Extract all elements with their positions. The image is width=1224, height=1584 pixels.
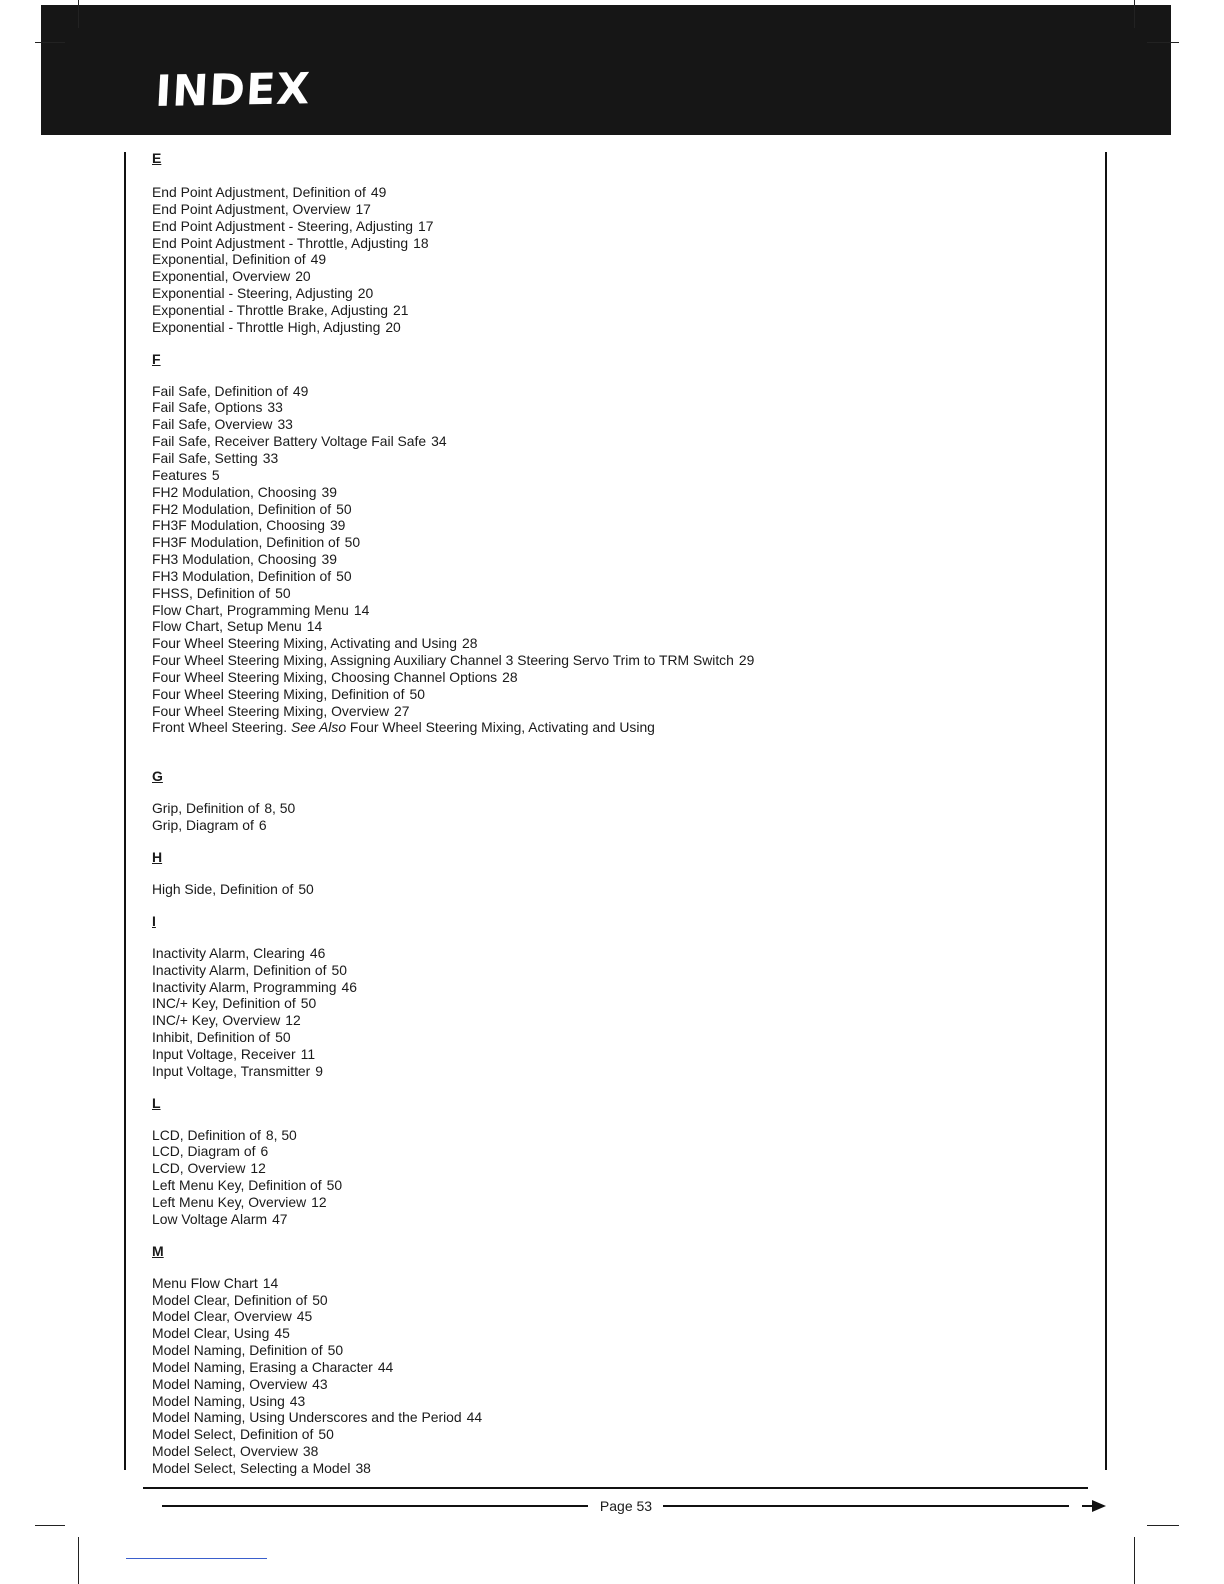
index-entry bbox=[152, 800, 1092, 817]
entry-page-ref[interactable]: 50 bbox=[318, 1426, 334, 1443]
entry-term: INC/+ Key, Overview bbox=[152, 1012, 281, 1029]
index-section-l bbox=[152, 1095, 1092, 1228]
entry-page-ref[interactable]: 46 bbox=[309, 944, 326, 961]
index-entry bbox=[152, 285, 1092, 302]
entry-page-ref[interactable]: 50 bbox=[312, 1291, 328, 1308]
index-entry bbox=[152, 251, 1092, 268]
entry-page-ref[interactable]: 39 bbox=[321, 483, 337, 500]
entry-term: Model Select, Selecting a Model bbox=[152, 1459, 351, 1476]
index-entry bbox=[152, 484, 1092, 501]
entry-page-ref[interactable]: 45 bbox=[296, 1308, 313, 1325]
index-content bbox=[152, 150, 1092, 1477]
index-entry bbox=[152, 184, 1092, 201]
section-letter: F bbox=[152, 350, 161, 367]
section-letter: G bbox=[152, 768, 163, 785]
section-letter: H bbox=[152, 849, 163, 865]
crop-mark bbox=[35, 1525, 65, 1526]
index-entry bbox=[152, 1426, 1092, 1443]
entry-term: Fail Safe, Setting bbox=[152, 449, 258, 466]
entry-page-ref[interactable]: 50 bbox=[300, 995, 317, 1012]
entry-term: Fail Safe, Receiver Battery Voltage Fail Safe bbox=[152, 433, 427, 450]
index-entry bbox=[152, 1393, 1092, 1410]
index-entry-list bbox=[152, 1127, 1092, 1228]
entry-page-ref[interactable]: 20 bbox=[295, 268, 311, 285]
entry-term: Model Naming, Definition of bbox=[152, 1342, 323, 1359]
entry-term: INC/+ Key, Definition of bbox=[152, 995, 296, 1012]
entry-page-ref[interactable]: 49 bbox=[292, 382, 309, 399]
entry-term: Flow Chart, Programming Menu bbox=[152, 601, 349, 618]
left-margin-rule bbox=[124, 152, 126, 1470]
entry-term: FH2 Modulation, Definition of bbox=[152, 500, 332, 517]
index-section-e bbox=[152, 150, 1092, 336]
entry-page-ref[interactable]: 38 bbox=[302, 1443, 319, 1460]
entry-term: Four Wheel Steering Mixing, Overview bbox=[152, 702, 389, 719]
index-entry bbox=[152, 235, 1092, 252]
section-letter: E bbox=[152, 150, 162, 166]
entry-page-ref[interactable]: 27 bbox=[394, 702, 410, 719]
index-section-m bbox=[152, 1243, 1092, 1477]
index-entry bbox=[152, 979, 1092, 996]
entry-page-ref[interactable]: 8, 50 bbox=[264, 800, 296, 817]
entry-page-ref[interactable]: 50 bbox=[344, 534, 361, 551]
entry-page-ref[interactable]: 21 bbox=[393, 301, 409, 318]
index-entry bbox=[152, 1063, 1092, 1080]
entry-term: End Point Adjustment - Steering, Adjusting bbox=[152, 217, 413, 234]
entry-term: LCD, Diagram of bbox=[152, 1143, 256, 1160]
entry-page-ref[interactable]: 50 bbox=[336, 500, 352, 517]
crop-mark bbox=[35, 42, 65, 43]
index-entry bbox=[152, 383, 1092, 400]
entry-page-ref[interactable]: 49 bbox=[370, 184, 387, 200]
entry-page-ref[interactable]: 12 bbox=[285, 1012, 301, 1029]
arrow-right-icon[interactable] bbox=[1082, 1499, 1106, 1513]
see-also-label: See Also bbox=[290, 719, 347, 736]
index-entry bbox=[152, 945, 1092, 962]
index-entry bbox=[152, 962, 1092, 979]
right-margin-rule bbox=[1105, 152, 1107, 1470]
entry-page-ref[interactable]: 44 bbox=[377, 1358, 394, 1375]
index-entry bbox=[152, 399, 1092, 416]
index-entry bbox=[152, 1177, 1092, 1194]
entry-page-ref[interactable]: 50 bbox=[409, 685, 425, 702]
index-entry bbox=[152, 1143, 1092, 1160]
entry-page-ref[interactable]: 50 bbox=[327, 1342, 344, 1359]
entry-page-ref[interactable]: 38 bbox=[355, 1459, 371, 1476]
entry-term: Inactivity Alarm, Definition of bbox=[152, 961, 327, 978]
entry-page-ref[interactable]: 43 bbox=[289, 1392, 306, 1409]
footer-rule bbox=[143, 1487, 1088, 1489]
index-entry bbox=[152, 534, 1092, 551]
entry-page-ref[interactable]: 33 bbox=[267, 399, 283, 416]
entry-term: Input Voltage, Receiver bbox=[152, 1045, 296, 1062]
index-entry bbox=[152, 652, 1092, 669]
index-entry bbox=[152, 703, 1092, 720]
index-entry bbox=[152, 669, 1092, 686]
entry-page-ref[interactable]: 33 bbox=[277, 416, 293, 433]
entry-term: Inactivity Alarm, Clearing bbox=[152, 944, 305, 961]
entry-page-ref[interactable]: 50 bbox=[326, 1177, 343, 1194]
see-also-target[interactable]: Four Wheel Steering Mixing, Activating and Using bbox=[349, 719, 655, 736]
entry-term: Menu Flow Chart bbox=[152, 1274, 258, 1291]
entry-page-ref[interactable]: 34 bbox=[431, 433, 447, 450]
entry-term: FH3F Modulation, Definition of bbox=[152, 534, 340, 551]
index-entry bbox=[152, 1292, 1092, 1309]
index-entry bbox=[152, 319, 1092, 336]
entry-term: Exponential, Overview bbox=[152, 268, 291, 285]
index-entry bbox=[152, 1046, 1092, 1063]
section-letter: M bbox=[152, 1242, 164, 1259]
entry-page-ref[interactable]: 45 bbox=[274, 1325, 290, 1342]
index-entry bbox=[152, 1342, 1092, 1359]
index-entry bbox=[152, 568, 1092, 585]
entry-term: Grip, Definition of bbox=[152, 800, 260, 817]
entry-page-ref[interactable]: 46 bbox=[341, 978, 357, 995]
index-entry-list bbox=[152, 881, 1092, 898]
entry-term: Four Wheel Steering Mixing, Definition of bbox=[152, 685, 405, 702]
page-title: INDEX bbox=[154, 64, 312, 117]
header-band bbox=[41, 5, 1171, 135]
entry-page-ref[interactable]: 18 bbox=[413, 234, 429, 251]
index-entry bbox=[152, 450, 1092, 467]
footer-line-left bbox=[162, 1505, 588, 1507]
entry-term: Model Naming, Using bbox=[152, 1392, 285, 1409]
entry-page-ref[interactable]: 12 bbox=[311, 1193, 327, 1210]
entry-page-ref[interactable]: 50 bbox=[275, 1029, 291, 1046]
index-entry bbox=[152, 1127, 1092, 1144]
index-entry bbox=[152, 686, 1092, 703]
entry-page-ref[interactable]: 5 bbox=[211, 466, 220, 483]
entry-term: Four Wheel Steering Mixing, Activating and Using bbox=[152, 635, 457, 652]
index-entry bbox=[152, 501, 1092, 518]
entry-page-ref[interactable]: 43 bbox=[312, 1375, 328, 1392]
index-section-i bbox=[152, 913, 1092, 1080]
entry-term: Exponential - Steering, Adjusting bbox=[152, 285, 353, 302]
entry-term: End Point Adjustment, Definition of bbox=[152, 184, 366, 200]
index-entry bbox=[152, 1194, 1092, 1211]
index-entry bbox=[152, 517, 1092, 534]
section-letter: I bbox=[152, 912, 156, 929]
index-entry-list bbox=[152, 184, 1092, 336]
entry-term: Model Naming, Erasing a Character bbox=[152, 1358, 373, 1375]
entry-term: Four Wheel Steering Mixing, Assigning Auxiliary Channel 3 Steering Servo Trim to TRM Switch bbox=[152, 652, 734, 669]
entry-page-ref[interactable]: 14 bbox=[353, 601, 370, 618]
index-entry bbox=[152, 268, 1092, 285]
entry-term: Inactivity Alarm, Programming bbox=[152, 978, 337, 995]
entry-term: Exponential - Throttle High, Adjusting bbox=[152, 318, 381, 335]
index-entry bbox=[152, 1376, 1092, 1393]
crop-mark bbox=[1147, 1525, 1179, 1526]
entry-page-ref[interactable]: 20 bbox=[357, 285, 374, 302]
entry-term: Model Select, Overview bbox=[152, 1443, 298, 1460]
entry-page-ref[interactable]: 17 bbox=[355, 200, 371, 217]
entry-page-ref[interactable]: 11 bbox=[300, 1045, 316, 1062]
entry-page-ref[interactable]: 14 bbox=[306, 618, 323, 635]
entry-page-ref[interactable]: 6 bbox=[260, 1143, 269, 1160]
entry-page-ref[interactable]: 44 bbox=[466, 1409, 483, 1426]
entry-term: End Point Adjustment - Throttle, Adjusting bbox=[152, 234, 409, 251]
index-section-g bbox=[152, 768, 1092, 834]
entry-page-ref[interactable]: 49 bbox=[310, 251, 327, 268]
entry-page-ref[interactable]: 50 bbox=[336, 567, 352, 584]
index-entry bbox=[152, 467, 1092, 484]
entry-term: Model Clear, Definition of bbox=[152, 1291, 308, 1308]
link-underline bbox=[126, 1558, 267, 1559]
entry-term: Flow Chart, Setup Menu bbox=[152, 618, 302, 635]
index-entry bbox=[152, 1275, 1092, 1292]
entry-term: Model Clear, Using bbox=[152, 1325, 270, 1342]
entry-page-ref[interactable]: 29 bbox=[738, 652, 755, 669]
entry-term: FHSS, Definition of bbox=[152, 584, 271, 601]
entry-term: Fail Safe, Overview bbox=[152, 416, 273, 433]
index-entry-see-also bbox=[152, 719, 1092, 736]
entry-term: Inhibit, Definition of bbox=[152, 1029, 271, 1046]
entry-term: Low Voltage Alarm bbox=[152, 1210, 268, 1227]
crop-mark bbox=[1134, 1537, 1135, 1584]
entry-term: Four Wheel Steering Mixing, Choosing Channel Options bbox=[152, 668, 498, 685]
entry-term: End Point Adjustment, Overview bbox=[152, 200, 351, 217]
index-entry bbox=[152, 416, 1092, 433]
entry-page-ref[interactable]: 9 bbox=[315, 1062, 324, 1079]
index-entry-list bbox=[152, 945, 1092, 1080]
entry-term: FH2 Modulation, Choosing bbox=[152, 483, 317, 500]
index-entry bbox=[152, 1443, 1092, 1460]
entry-page-ref[interactable]: 50 bbox=[275, 584, 291, 601]
index-entry bbox=[152, 1325, 1092, 1342]
entry-page-ref[interactable]: 50 bbox=[331, 961, 347, 978]
index-entry bbox=[152, 551, 1092, 568]
entry-term: Input Voltage, Transmitter bbox=[152, 1062, 311, 1079]
entry-page-ref[interactable]: 47 bbox=[272, 1210, 288, 1227]
entry-page-ref[interactable]: 8, 50 bbox=[265, 1126, 297, 1143]
index-entry bbox=[152, 635, 1092, 652]
entry-term: Features bbox=[152, 466, 207, 483]
entry-page-ref[interactable]: 12 bbox=[250, 1160, 266, 1177]
index-entry-list bbox=[152, 383, 1092, 737]
index-entry bbox=[152, 1308, 1092, 1325]
crop-mark bbox=[1134, 0, 1135, 28]
index-entry bbox=[152, 1359, 1092, 1376]
entry-term: Left Menu Key, Definition of bbox=[152, 1177, 322, 1194]
entry-page-ref[interactable]: 20 bbox=[385, 318, 401, 335]
crop-mark bbox=[78, 1537, 79, 1584]
entry-term: Model Naming, Using Underscores and the Period bbox=[152, 1409, 462, 1426]
index-entry bbox=[152, 302, 1092, 319]
index-section-h bbox=[152, 849, 1092, 898]
crop-mark bbox=[1147, 42, 1179, 43]
entry-term: Model Clear, Overview bbox=[152, 1308, 292, 1325]
index-entry bbox=[152, 817, 1092, 834]
entry-term: Left Menu Key, Overview bbox=[152, 1193, 307, 1210]
index-entry bbox=[152, 995, 1092, 1012]
entry-term: Front Wheel Steering. bbox=[152, 719, 288, 736]
entry-page-ref[interactable]: 50 bbox=[298, 881, 314, 897]
footer-line-right bbox=[663, 1505, 1069, 1507]
index-entry-list bbox=[152, 800, 1092, 834]
index-entry bbox=[152, 1211, 1092, 1228]
index-entry bbox=[152, 1409, 1092, 1426]
entry-term: Fail Safe, Definition of bbox=[152, 382, 288, 399]
entry-page-ref[interactable]: 33 bbox=[262, 449, 279, 466]
entry-term: Fail Safe, Options bbox=[152, 399, 263, 416]
index-entry bbox=[152, 585, 1092, 602]
entry-term: Grip, Diagram of bbox=[152, 817, 254, 834]
entry-page-ref[interactable]: 39 bbox=[329, 517, 346, 534]
entry-term: FH3 Modulation, Choosing bbox=[152, 551, 317, 568]
entry-page-ref[interactable]: 6 bbox=[258, 817, 267, 834]
index-entry bbox=[152, 602, 1092, 619]
entry-page-ref[interactable]: 14 bbox=[262, 1274, 279, 1291]
entry-page-ref[interactable]: 28 bbox=[502, 668, 518, 685]
entry-page-ref[interactable]: 17 bbox=[418, 217, 434, 234]
index-entry bbox=[152, 881, 1092, 898]
entry-term: Model Select, Definition of bbox=[152, 1426, 314, 1443]
index-section-f bbox=[152, 351, 1092, 737]
index-entry-list bbox=[152, 1275, 1092, 1477]
section-letter: L bbox=[152, 1094, 161, 1111]
crop-mark bbox=[78, 0, 79, 28]
page-number: Page 53 bbox=[599, 1498, 653, 1514]
entry-page-ref[interactable]: 28 bbox=[461, 635, 478, 652]
index-entry bbox=[152, 1160, 1092, 1177]
index-entry bbox=[152, 201, 1092, 218]
entry-term: FH3 Modulation, Definition of bbox=[152, 567, 332, 584]
entry-term: Exponential - Throttle Brake, Adjusting bbox=[152, 301, 389, 318]
entry-term: Model Naming, Overview bbox=[152, 1375, 308, 1392]
index-entry bbox=[152, 433, 1092, 450]
index-entry bbox=[152, 1012, 1092, 1029]
entry-term: LCD, Overview bbox=[152, 1160, 246, 1177]
index-entry bbox=[152, 1029, 1092, 1046]
entry-term: Exponential, Definition of bbox=[152, 251, 306, 268]
index-entry bbox=[152, 218, 1092, 235]
entry-page-ref[interactable]: 39 bbox=[321, 551, 337, 568]
entry-term: LCD, Definition of bbox=[152, 1126, 261, 1143]
entry-term: High Side, Definition of bbox=[152, 881, 294, 897]
entry-term: FH3F Modulation, Choosing bbox=[152, 517, 325, 534]
index-entry bbox=[152, 618, 1092, 635]
index-entry bbox=[152, 1460, 1092, 1477]
